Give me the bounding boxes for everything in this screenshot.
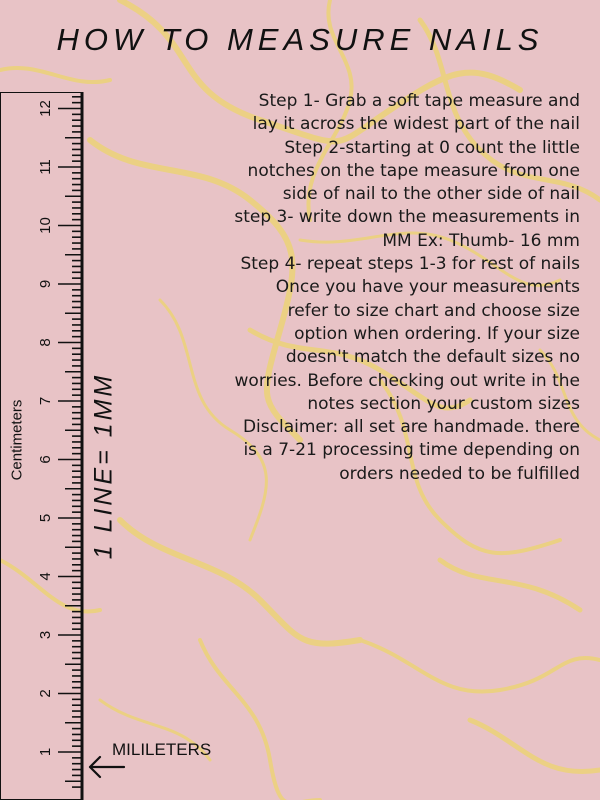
- ruler-numbers: [37, 100, 54, 756]
- ruler-number: 3: [37, 630, 54, 640]
- step-3: step 3- write down the measurements in MM Ex: Thumb- 16 mm: [234, 207, 580, 251]
- step-1: Step 1- Grab a soft tape measure and lay it across the widest part of the nail: [252, 91, 580, 135]
- ruler-ticks: [58, 97, 82, 787]
- scale-label: 1 LINE= 1MM: [89, 372, 118, 560]
- ruler-number: 10: [37, 217, 54, 234]
- ruler-number: 6: [37, 455, 54, 464]
- ruler-number: 12: [37, 100, 54, 117]
- instructions: [232, 90, 580, 486]
- sizing-note: Once you have your measurements refer to size chart and choose size option when ordering. If your size doesn't match the default sizes no worries. Before checking out write in the notes section your custom sizes: [234, 277, 580, 414]
- milimeters-label: MILILETERS: [112, 740, 212, 759]
- ruler-number: 7: [37, 396, 54, 406]
- centimeters-label: Centimeters: [8, 399, 26, 481]
- ruler-number: 1: [37, 747, 54, 757]
- page-title: HOW TO MEASURE NAILS: [56, 22, 544, 57]
- ruler-number: 4: [37, 572, 54, 581]
- ruler-number: 2: [37, 689, 54, 698]
- disclaimer: Disclaimer: all set are handmade. there is a 7-21 processing time depending on orders needed to be fulfilled: [242, 417, 580, 484]
- ruler-number: 9: [37, 279, 54, 289]
- step-4: Step 4- repeat steps 1-3 for rest of nails: [240, 254, 580, 275]
- ruler-number: 5: [37, 513, 54, 523]
- ruler-number: 11: [37, 159, 54, 175]
- step-2: Step 2-starting at 0 count the little notches on the tape measure from one side of nail to the other side of nail: [247, 137, 580, 205]
- ruler-number: 8: [37, 338, 54, 347]
